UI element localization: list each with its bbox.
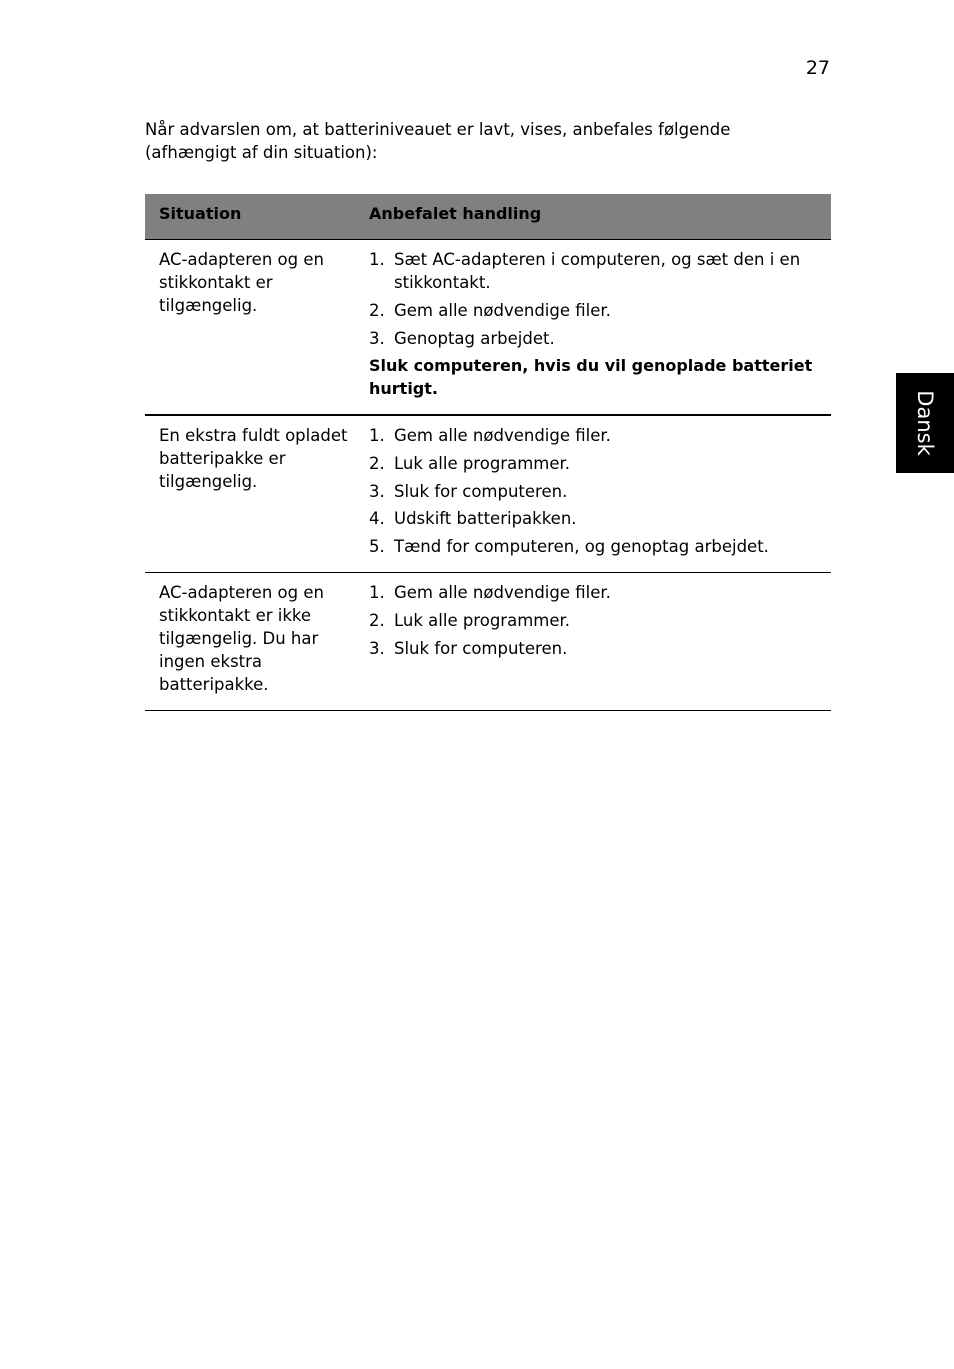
step-number: 3. (369, 638, 385, 658)
action-cell (355, 573, 831, 710)
step-number: 1. (369, 426, 385, 445)
step-item (369, 424, 821, 447)
step-list (369, 581, 821, 660)
step-number: 1. (369, 583, 385, 602)
step-text: Udskift batteripakken. (394, 509, 577, 529)
header-situation: Situation (159, 204, 242, 223)
step-number: 2. (369, 453, 385, 473)
step-text: Sæt AC-adapteren i computeren, og sæt den i en stikkontakt. (394, 250, 801, 292)
step-item (369, 609, 821, 632)
step-item (369, 535, 821, 558)
table-row (145, 416, 831, 573)
situation-cell: AC-adapteren og en stikkontakt er ikke tilgængelig. Du har ingen ekstra batteripakke. (159, 583, 324, 694)
language-side-tab (896, 373, 954, 473)
step-item (369, 581, 821, 604)
step-text: Luk alle programmer. (394, 610, 571, 630)
step-text: Genoptag arbejdet. (394, 328, 555, 348)
step-number: 4. (369, 509, 385, 529)
step-number: 5. (369, 537, 385, 557)
action-cell (355, 240, 831, 414)
page-number: 27 (805, 57, 830, 79)
language-side-tab-label: Dansk (913, 390, 937, 456)
quick-charge-note: Sluk computeren, hvis du vil genoplade batteriet hurtigt. (369, 356, 813, 399)
step-item (369, 637, 821, 660)
table-row (145, 240, 831, 416)
step-number: 3. (369, 328, 385, 348)
step-number: 2. (369, 610, 385, 630)
step-list (369, 248, 821, 350)
step-number: 2. (369, 300, 385, 320)
situation-cell: AC-adapteren og en stikkontakt er tilgængelig. (159, 250, 324, 315)
step-item (369, 327, 821, 350)
step-text: Gem alle nødvendige filer. (394, 426, 611, 445)
step-item (369, 299, 821, 322)
step-text: Gem alle nødvendige filer. (394, 583, 611, 602)
battery-warning-table (145, 194, 831, 711)
step-text: Sluk for computeren. (394, 638, 568, 658)
step-text: Tænd for computeren, og genoptag arbejdet. (394, 537, 769, 557)
action-cell (355, 416, 831, 572)
step-item (369, 480, 821, 503)
intro-paragraph: Når advarslen om, at batteriniveauet er lavt, vises, anbefales følgende (afhængigt af din situation): (145, 120, 731, 162)
step-number: 1. (369, 250, 385, 269)
step-number: 3. (369, 481, 385, 501)
table-row (145, 573, 831, 711)
step-item (369, 248, 821, 294)
step-text: Sluk for computeren. (394, 481, 568, 501)
step-text: Gem alle nødvendige filer. (394, 300, 611, 320)
step-item (369, 452, 821, 475)
table-header (145, 194, 831, 240)
step-list (369, 424, 821, 558)
step-text: Luk alle programmer. (394, 453, 571, 473)
step-item (369, 507, 821, 530)
header-recommended-action: Anbefalet handling (369, 204, 542, 223)
situation-cell: En ekstra fuldt opladet batteripakke er tilgængelig. (159, 426, 348, 491)
